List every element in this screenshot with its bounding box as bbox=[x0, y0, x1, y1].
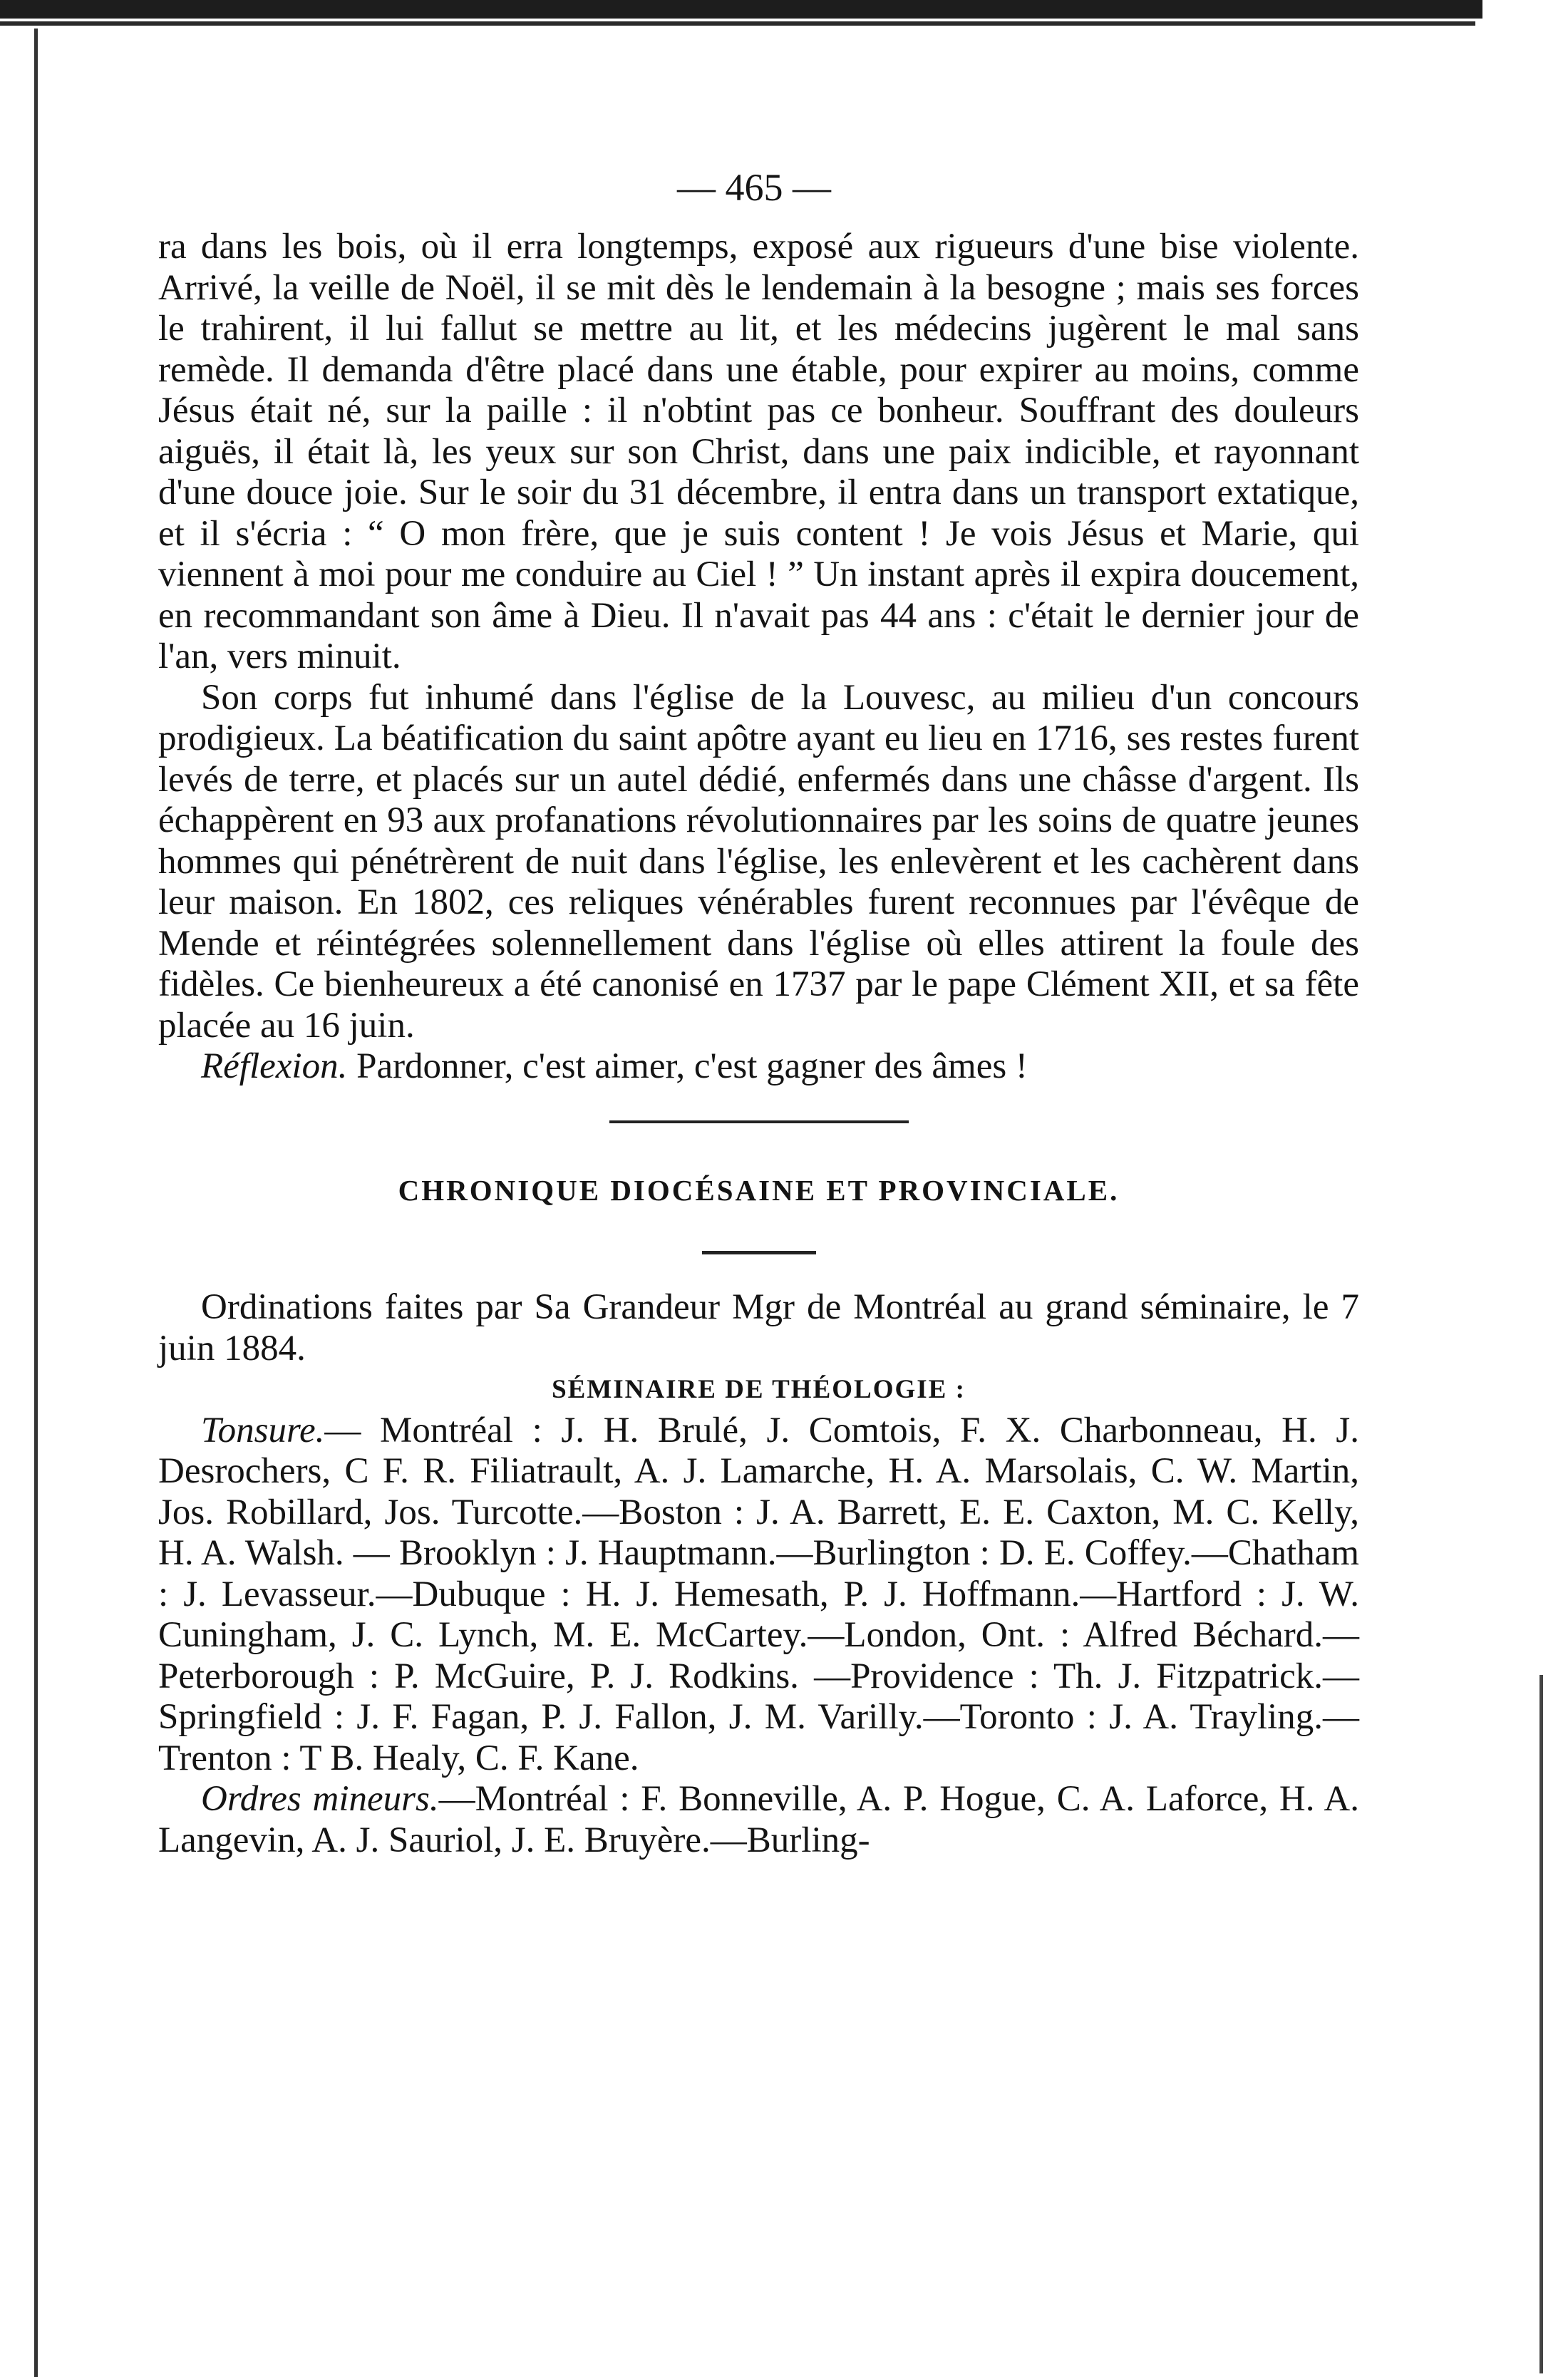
ordres-mineurs-text: —Montréal : F. Bonneville, A. P. Hogue, C. A. Laforce, H. A. Langevin, A. J. Sauriol, J. E. Bruyère.—Burling- bbox=[158, 1779, 1359, 1860]
scan-left-edge bbox=[34, 29, 38, 2377]
seminaire-heading: SÉMINAIRE DE THÉOLOGIE : bbox=[552, 1375, 966, 1404]
reflexion-line bbox=[158, 1046, 1359, 1088]
scan-top-border bbox=[0, 0, 1482, 19]
ordinations-intro: Ordinations faites par Sa Grandeur Mgr de Montréal au grand séminaire, le 7 juin 1884. bbox=[158, 1287, 1359, 1368]
tonsure-label: Tonsure. bbox=[201, 1410, 325, 1450]
scan-top-border-thin bbox=[0, 21, 1475, 26]
reflexion-label: Réflexion. bbox=[201, 1046, 348, 1086]
paragraph-2: Son corps fut inhumé dans l'église de la Louvesc, au milieu d'un concours prodigieux. La béatification du saint apôtre ayant eu lieu en 1716, ses restes furent levés de terre, et placés sur un autel dédié, enfermés dans une châsse d'argent. Ils échappèrent en 93 aux profanations révolutionnaires par les soins de quatre jeunes hommes qui pénétrèrent de nuit dans l'église, les enlevèrent et les cachèrent dans leur maison. En 1802, ces reliques vénérables furent reconnues par l'évêque de Mende et réintégrées solennellement dans l'église où elles attirent la foule des fidèles. Ce bienheureux a été canonisé en 1737 par le pape Clément XII, et sa fête placée au 16 juin. bbox=[158, 677, 1359, 1046]
scan-right-edge bbox=[1539, 1675, 1543, 2373]
heading-divider bbox=[702, 1251, 816, 1254]
ordres-mineurs-paragraph bbox=[158, 1779, 1359, 1861]
paragraph-1: ra dans les bois, où il erra longtemps, exposé aux rigueurs d'une bise violente. Arrivé, la veille de Noël, il se mit dès le lendemain à la besogne ; mais ses forces le trahirent, il lui fallut se mettre au lit, et les médecins jugèrent le mal sans remède. Il demanda d'être placé dans une étable, pour expirer au moins, comme Jésus était né, sur la paille : il n'obtint pas ce bonheur. Souffrant des douleurs aiguës, il était là, les yeux sur son Christ, dans une paix indicible, et rayonnant d'une douce joie. Sur le soir du 31 décembre, il entra dans un transport extatique, et il s'écria : “ O mon frère, que je suis content ! Je vois Jésus et Marie, qui viennent à moi pour me conduire au Ciel ! ” Un instant après il expira doucement, en recommandant son âme à Dieu. Il n'avait pas 44 ans : c'était le dernier jour de l'an, vers minuit. bbox=[158, 227, 1359, 676]
page-number: — 465 — bbox=[677, 166, 831, 209]
section-divider bbox=[609, 1120, 909, 1123]
tonsure-text: — Montréal : J. H. Brulé, J. Comtois, F. X. Charbonneau, H. J. Desrochers, C F. R. Filiatrault, A. J. Lamarche, H. A. Marsolais, C. W. Martin, Jos. Robillard, Jos. Turcotte.—Boston : J. A. Barrett, E. E. Caxton, M. C. Kelly, H. A. Walsh. — Brooklyn : J. Hauptmann.—Burlington : D. E. Coffey.—Chatham : J. Levasseur.—Dubuque : H. J. Hemesath, P. J. Hoffmann.—Hartford : J. W. Cuningham, J. C. Lynch, M. E. McCartey.—London, Ont. : Alfred Béchard.—Peterborough : P. McGuire, P. J. Rodkins. —Providence : Th. J. Fitzpatrick.—Springfield : J. F. Fagan, P. J. Fallon, J. M. Varilly.—Toronto : J. A. Trayling.—Trenton : T B. Healy, C. F. Kane. bbox=[158, 1410, 1359, 1778]
page-body bbox=[158, 171, 1359, 1861]
reflexion-text: Pardonner, c'est aimer, c'est gagner des âmes ! bbox=[347, 1046, 1028, 1086]
tonsure-paragraph bbox=[158, 1411, 1359, 1780]
ordres-mineurs-label: Ordres mineurs. bbox=[201, 1779, 439, 1819]
chronique-heading: CHRONIQUE DIOCÉSAINE ET PROVINCIALE. bbox=[398, 1173, 1120, 1207]
